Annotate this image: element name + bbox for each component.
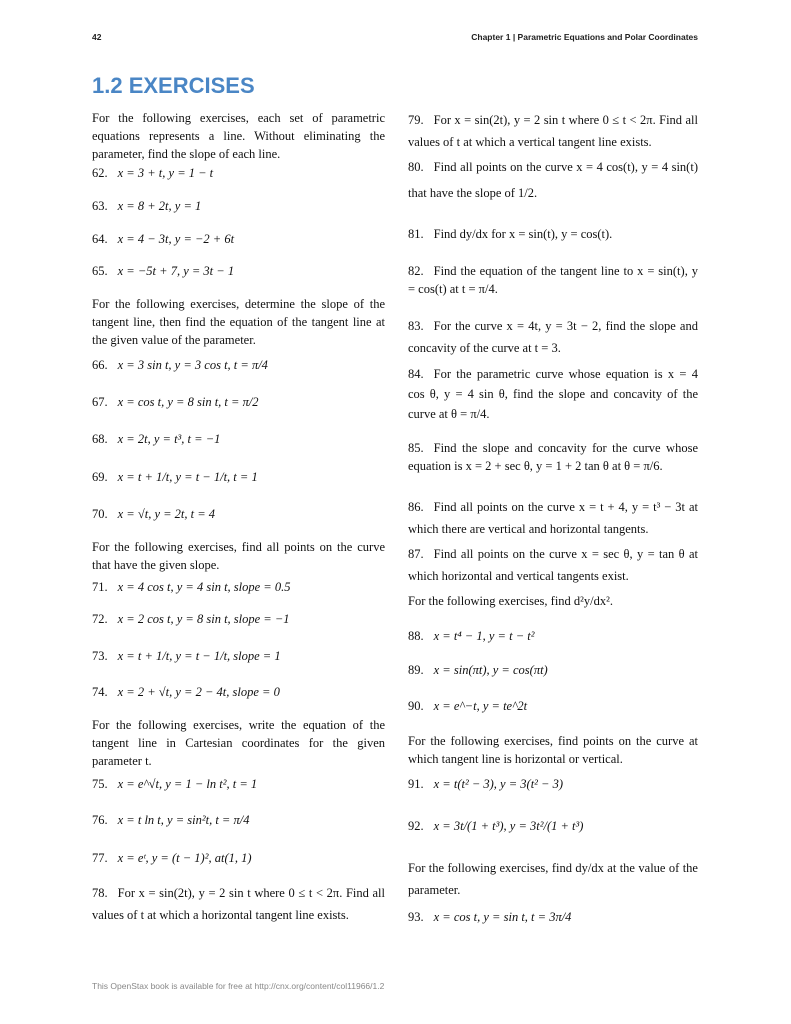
exercise-75 xyxy=(92,775,385,793)
exercise-text: x = 3t/(1 + t³), y = 3t²/(1 + t³) xyxy=(433,819,584,833)
exercise-89 xyxy=(408,661,698,679)
exercise-79 xyxy=(408,109,698,153)
exercise-text: Find all points on the curve x = t + 4, y = t³ − 3t at which there are vertical and horizontal tangents. xyxy=(408,500,698,536)
instructions: For the following exercises, write the equation of the tangent line in Cartesian coordinates for the given parameter t. xyxy=(92,718,385,768)
exercise-85 xyxy=(408,439,698,475)
exercise-69 xyxy=(92,468,385,486)
exercise-text: x = 3 + t, y = 1 − t xyxy=(117,166,214,180)
exercise-number: 86. xyxy=(408,500,424,514)
exercise-number: 81. xyxy=(408,227,424,241)
exercise-text: x = t + 1/t, y = t − 1/t, slope = 1 xyxy=(117,649,281,663)
exercise-number: 74. xyxy=(92,685,108,699)
exercise-text: x = cos t, y = 8 sin t, t = π/2 xyxy=(117,395,259,409)
exercise-number: 71. xyxy=(92,580,108,594)
exercise-71 xyxy=(92,578,385,596)
exercise-number: 62. xyxy=(92,166,108,180)
exercise-number: 82. xyxy=(408,264,424,278)
exercise-73 xyxy=(92,647,385,665)
exercise-text: x = t⁴ − 1, y = t − t² xyxy=(433,629,535,643)
exercise-number: 73. xyxy=(92,649,108,663)
exercise-68 xyxy=(92,430,385,448)
exercise-text: x = cos t, y = sin t, t = 3π/4 xyxy=(433,910,572,924)
exercise-number: 65. xyxy=(92,264,108,278)
exercise-63 xyxy=(92,197,385,215)
exercise-number: 79. xyxy=(408,113,424,127)
exercise-text: Find the equation of the tangent line to x = sin(t), y = cos(t) at t = π/4. xyxy=(408,264,698,296)
exercise-number: 64. xyxy=(92,232,108,246)
exercise-text: x = 4 cos t, y = 4 sin t, slope = 0.5 xyxy=(117,580,291,594)
exercise-text: For x = sin(2t), y = 2 sin t where 0 ≤ t < 2π. Find all values of t at which a horizontal tangent line exists. xyxy=(92,886,385,922)
exercise-90 xyxy=(408,697,698,715)
exercise-number: 63. xyxy=(92,199,108,213)
exercise-text: x = 3 sin t, y = 3 cos t, t = π/4 xyxy=(117,358,268,372)
exercise-76 xyxy=(92,811,385,829)
exercise-text: x = 2 + √t, y = 2 − 4t, slope = 0 xyxy=(117,685,280,699)
exercise-number: 84. xyxy=(408,367,424,381)
exercise-82 xyxy=(408,262,698,298)
footer-link[interactable]: This OpenStax book is available for free at http://cnx.org/content/col11966/1.2 xyxy=(92,981,385,991)
exercise-84 xyxy=(408,364,698,424)
exercise-78 xyxy=(92,882,385,926)
exercise-72 xyxy=(92,610,385,628)
exercise-64 xyxy=(92,230,385,248)
exercise-81 xyxy=(408,225,698,243)
chapter-header: Chapter 1 | Parametric Equations and Polar Coordinates xyxy=(471,32,698,42)
exercise-86 xyxy=(408,496,698,540)
section-title: 1.2 EXERCISES xyxy=(92,73,255,98)
exercise-number: 66. xyxy=(92,358,108,372)
exercise-text: x = t + 1/t, y = t − 1/t, t = 1 xyxy=(117,470,258,484)
exercise-65 xyxy=(92,262,385,280)
exercise-text: x = eᵗ, y = (t − 1)², at(1, 1) xyxy=(117,851,252,865)
exercise-number: 92. xyxy=(408,819,424,833)
exercise-number: 85. xyxy=(408,441,424,455)
exercise-number: 83. xyxy=(408,319,424,333)
exercise-number: 68. xyxy=(92,432,108,446)
exercise-66 xyxy=(92,356,385,374)
exercise-number: 89. xyxy=(408,663,424,677)
exercise-91 xyxy=(408,775,698,793)
exercise-text: x = e^√t, y = 1 − ln t², t = 1 xyxy=(117,777,258,791)
instructions: For the following exercises, find all points on the curve that have the given slope. xyxy=(92,540,385,572)
exercise-text: x = 2t, y = t³, t = −1 xyxy=(117,432,221,446)
exercise-number: 87. xyxy=(408,547,424,561)
exercise-88 xyxy=(408,627,698,645)
exercise-number: 91. xyxy=(408,777,424,791)
exercise-number: 93. xyxy=(408,910,424,924)
exercise-67 xyxy=(92,393,385,411)
exercise-number: 76. xyxy=(92,813,108,827)
exercise-number: 88. xyxy=(408,629,424,643)
exercise-number: 80. xyxy=(408,160,424,174)
instructions: For the following exercises, find d²y/dx². xyxy=(408,594,614,608)
exercise-text: x = 2 cos t, y = 8 sin t, slope = −1 xyxy=(117,612,290,626)
exercise-text: For the parametric curve whose equation is x = 4 cos θ, y = 4 sin θ, find the slope and concavity of the curve at θ = π/4. xyxy=(408,367,698,421)
exercise-number: 90. xyxy=(408,699,424,713)
exercise-87 xyxy=(408,543,698,587)
exercise-text: x = 4 − 3t, y = −2 + 6t xyxy=(117,232,235,246)
exercise-number: 70. xyxy=(92,507,108,521)
exercise-text: x = e^−t, y = te^2t xyxy=(433,699,528,713)
exercise-text: x = −5t + 7, y = 3t − 1 xyxy=(117,264,235,278)
exercise-text: x = t(t² − 3), y = 3(t² − 3) xyxy=(433,777,564,791)
exercise-text: For x = sin(2t), y = 2 sin t where 0 ≤ t < 2π. Find all values of t at which a vertical tangent line exists. xyxy=(408,113,698,149)
exercise-number: 77. xyxy=(92,851,108,865)
exercise-text: Find the slope and concavity for the curve whose equation is x = 2 + sec θ, y = 1 + 2 tan θ at θ = π/6. xyxy=(408,441,698,473)
exercise-text: For the curve x = 4t, y = 3t − 2, find the slope and concavity of the curve at t = 3. xyxy=(408,319,698,355)
exercise-text: x = sin(πt), y = cos(πt) xyxy=(433,663,548,677)
instructions: For the following exercises, determine the slope of the tangent line, then find the equation of the tangent line at the given value of the parameter. xyxy=(92,297,385,347)
page-number: 42 xyxy=(92,32,102,42)
exercise-80 xyxy=(408,154,698,206)
exercise-text: Find all points on the curve x = sec θ, y = tan θ at which horizontal and vertical tangents exist. xyxy=(408,547,698,583)
exercise-number: 72. xyxy=(92,612,108,626)
exercise-62 xyxy=(92,164,385,182)
exercise-74 xyxy=(92,683,385,701)
exercise-83 xyxy=(408,315,698,359)
exercise-number: 67. xyxy=(92,395,108,409)
exercise-70 xyxy=(92,505,385,523)
instructions: For the following exercises, each set of parametric equations represents a line. Without eliminating the parameter, find the slope of each line. xyxy=(92,111,385,161)
exercise-text: x = √t, y = 2t, t = 4 xyxy=(117,507,216,521)
exercise-text: Find dy/dx for x = sin(t), y = cos(t). xyxy=(433,227,613,241)
exercise-number: 75. xyxy=(92,777,108,791)
exercise-number: 78. xyxy=(92,886,108,900)
exercise-text: Find all points on the curve x = 4 cos(t), y = 4 sin(t) that have the slope of 1/2. xyxy=(408,160,698,200)
exercise-92 xyxy=(408,817,698,835)
exercise-77 xyxy=(92,849,385,867)
exercise-93 xyxy=(408,908,698,926)
instructions: For the following exercises, find dy/dx at the value of the parameter. xyxy=(408,861,698,897)
exercise-number: 69. xyxy=(92,470,108,484)
exercise-text: x = 8 + 2t, y = 1 xyxy=(117,199,202,213)
instructions: For the following exercises, find points on the curve at which tangent line is horizontal or vertical. xyxy=(408,734,698,766)
exercise-text: x = t ln t, y = sin²t, t = π/4 xyxy=(117,813,250,827)
